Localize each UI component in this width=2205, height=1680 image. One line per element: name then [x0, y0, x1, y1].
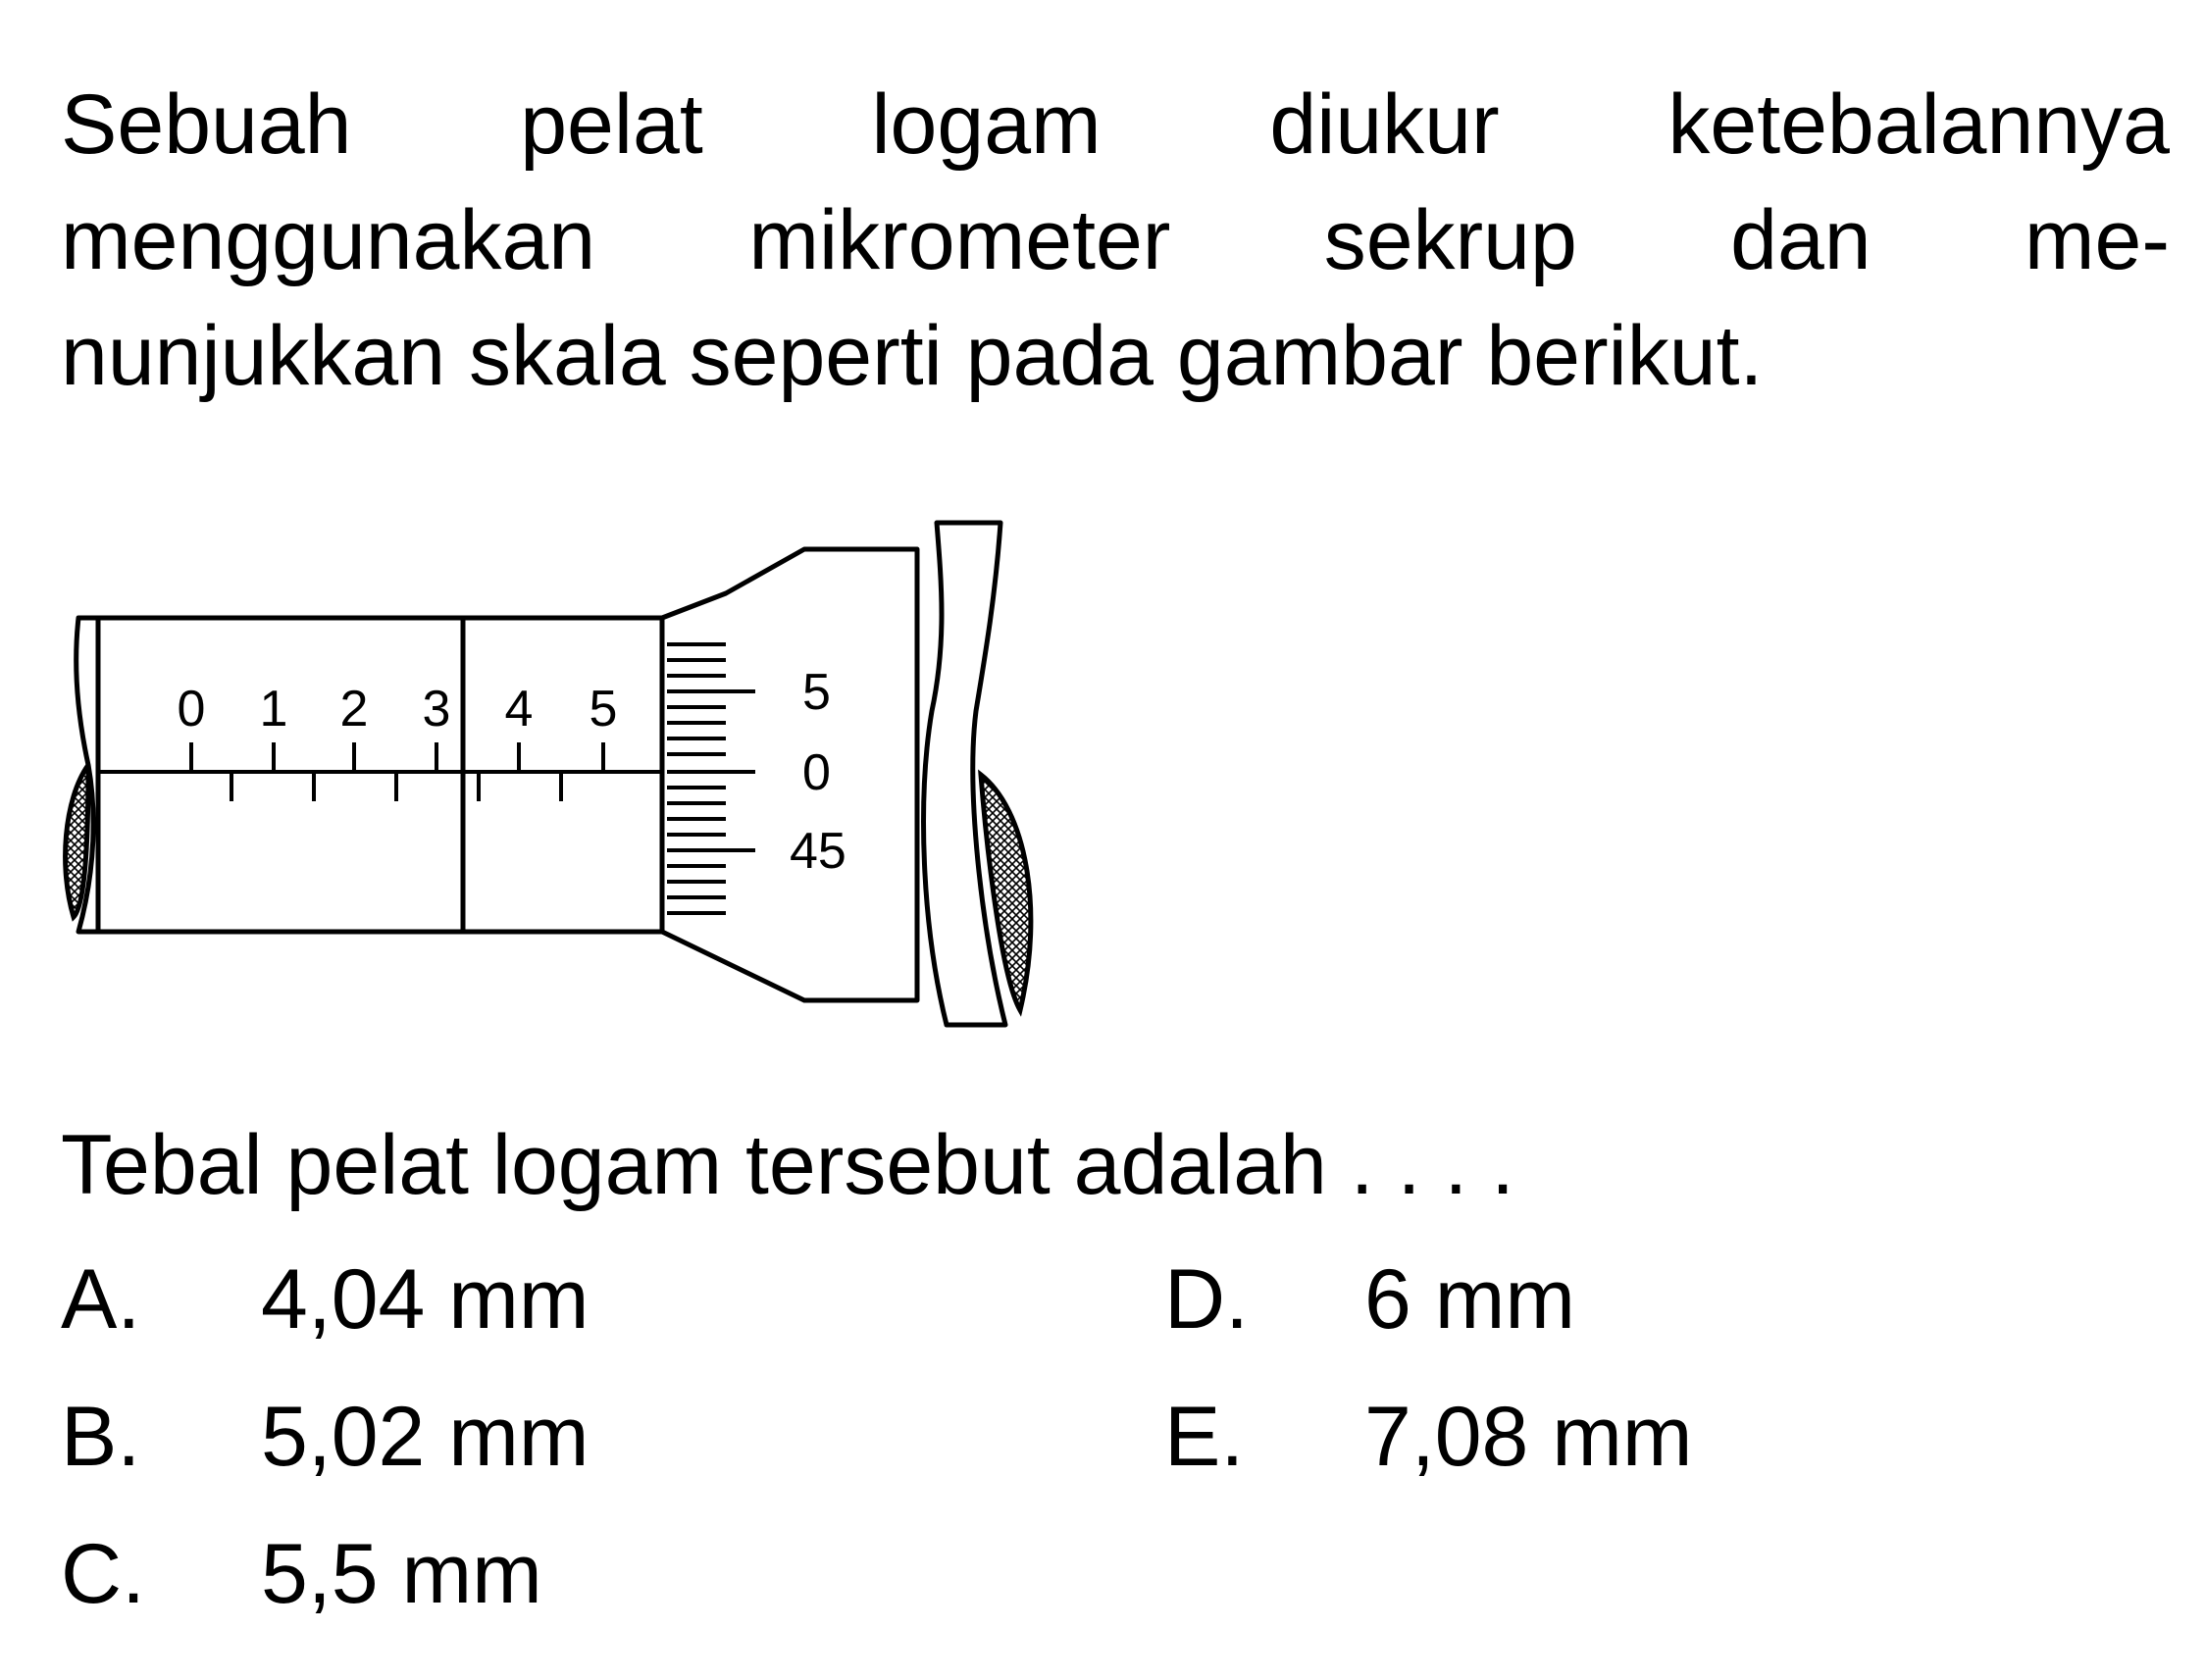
main-scale-label: 2	[339, 681, 369, 738]
main-scale-label: 1	[259, 681, 288, 738]
option-value: 4,04 mm	[261, 1252, 590, 1347]
thimble-label: 5	[802, 664, 831, 721]
option-letter: E.	[1164, 1390, 1245, 1484]
micrometer-figure	[59, 515, 1069, 1035]
option-value: 5,5 mm	[261, 1527, 542, 1621]
option-letter: B.	[61, 1390, 141, 1484]
option-value: 6 mm	[1364, 1252, 1575, 1347]
question-prompt: Tebal pelat logam tersebut adalah . . . .	[61, 1118, 1515, 1212]
question-text	[61, 67, 2170, 414]
sleeve	[98, 618, 463, 932]
main-scale-label: 3	[422, 681, 451, 738]
option-value: 7,08 mm	[1364, 1390, 1693, 1484]
main-scale-label: 4	[504, 681, 534, 738]
option-letter: D.	[1164, 1252, 1249, 1347]
micrometer-drawing	[59, 515, 1069, 1035]
question-line: menggunakan mikrometer sekrup dan me-	[61, 193, 2170, 287]
option-a[interactable]	[61, 1250, 590, 1349]
main-scale-label: 5	[589, 681, 618, 738]
thimble-label: 45	[790, 823, 846, 880]
question-line: Sebuah pelat logam diukur ketebalannya	[61, 77, 2170, 172]
option-d[interactable]	[1164, 1250, 1575, 1349]
option-value: 5,02 mm	[261, 1390, 590, 1484]
option-letter: C.	[61, 1527, 145, 1621]
option-c[interactable]	[61, 1525, 542, 1623]
option-b[interactable]	[61, 1388, 590, 1486]
thimble-label: 0	[802, 744, 831, 801]
thimble	[662, 549, 917, 1000]
main-scale-label: 0	[177, 681, 206, 738]
option-e[interactable]	[1164, 1388, 1693, 1486]
option-letter: A.	[61, 1252, 141, 1347]
question-line: nunjukkan skala seperti pada gambar berikut.	[61, 309, 1764, 403]
ratchet-knob	[924, 523, 1005, 1025]
